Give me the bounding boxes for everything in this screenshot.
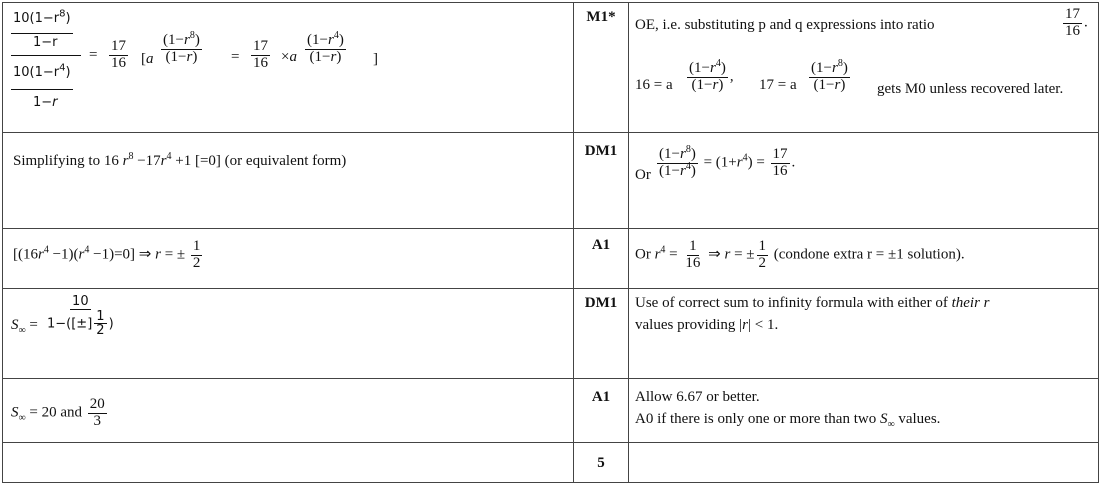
sum-note-1: Use of correct sum to infinity formula with either of their r [635, 295, 990, 311]
equals-sign: = [89, 47, 98, 63]
frac-a-part: $\frac{(1-r^8)}{(1-r)}$ [163, 30, 200, 65]
main-fraction-bar [11, 55, 81, 56]
a0-note: A0 if there is only one or more than two $S_\infty$ values. [635, 411, 941, 430]
equals-2: = [231, 49, 240, 65]
frac-16a: $\frac{(1-r^4)}{(1-r)}$ , [689, 58, 734, 93]
answers: $S_\infty = 20$ and $\frac{20}{3}$ [11, 396, 105, 429]
frac-17-16: $\frac{17}{16}$ [111, 38, 126, 71]
allow-note: Allow 6.67 or better. [635, 389, 760, 405]
expr-one-minus-r-bottom: 1−r [33, 95, 58, 110]
notes-cell [629, 133, 1099, 229]
close-bracket: ] [373, 51, 378, 67]
working-cell [3, 133, 574, 229]
sum-note-2: values providing |r| < 1. [635, 317, 779, 333]
frac-17-16-b: $\frac{17}{16}$ [253, 38, 268, 71]
mark-m1: M1* [574, 3, 629, 133]
notes-cell-empty [629, 443, 1099, 483]
frac-alt-form: $\frac{(1-r^8)}{(1-r^4)}$ = $(1+r^4)$ = $\frac{17}{16}$ . [659, 144, 796, 179]
sum-fraction: 10 1−([±] $\frac{1}{2}$ ) [47, 294, 114, 339]
eq-16a: 16 = a [635, 77, 673, 93]
oe-note: OE, i.e. substituting p and q expressions into ratio [635, 17, 935, 33]
mark-scheme-table [2, 2, 1099, 483]
row-total [3, 443, 1099, 483]
row-sum-infinity [3, 289, 1099, 379]
gets-m0-note: gets M0 unless recovered later. [877, 81, 1064, 97]
row-answers [3, 379, 1099, 443]
row-solve [3, 229, 1099, 289]
mark-a1: A1 [574, 229, 629, 289]
factorised-eq: $[(16r^4 -1)(r^4 -1)=0]$ ⇒ r = ± $\frac{1}{2}$ [13, 238, 201, 271]
working-cell-empty [3, 443, 574, 483]
notes-cell [629, 3, 1099, 133]
notes-cell [629, 229, 1099, 289]
row-ratio [3, 3, 1099, 133]
eq-17a: 17 = a [759, 77, 797, 93]
expr-one-minus-r-top: 1−r [33, 35, 58, 50]
working-cell [3, 229, 574, 289]
notes-cell [629, 379, 1099, 443]
working-cell [3, 3, 574, 133]
frac-17a: $\frac{(1-r^8)}{(1-r)}$ [811, 58, 848, 93]
frac-17-16-note: $\frac{17}{16}$ . [1065, 6, 1088, 39]
total-marks: 5 [574, 443, 629, 483]
expr-top-numerator: $10(1-r^8)$ [13, 8, 71, 26]
alt-solution: Or $r^4$ = $\frac{1}{16}$ ⇒ r = ± $\frac{1}{2}$ (condone extra r = ±1 solution). [635, 238, 965, 271]
simplify-text: Simplifying to 16 $r^8 -17r^4 +1$ [=0] (or equivalent form) [13, 151, 347, 169]
times-a: ×a [281, 49, 297, 65]
frac-b-part: $\frac{(1-r^4)}{(1-r)}$ [307, 30, 344, 65]
or-label: Or [635, 167, 651, 183]
row-simplify [3, 133, 1099, 229]
working-cell [3, 289, 574, 379]
bracket-a: [a [141, 51, 154, 67]
expr-bottom-numerator: $10(1-r^4)$ [13, 62, 71, 80]
working-cell [3, 379, 574, 443]
notes-cell [629, 289, 1099, 379]
mark-a1-2: A1 [574, 379, 629, 443]
s-infinity-label: $S_\infty$ = [11, 317, 38, 336]
fraction-bar-inner-2 [11, 89, 73, 90]
mark-dm1: DM1 [574, 133, 629, 229]
mark-dm1-2: DM1 [574, 289, 629, 379]
fraction-bar-inner [11, 33, 73, 34]
